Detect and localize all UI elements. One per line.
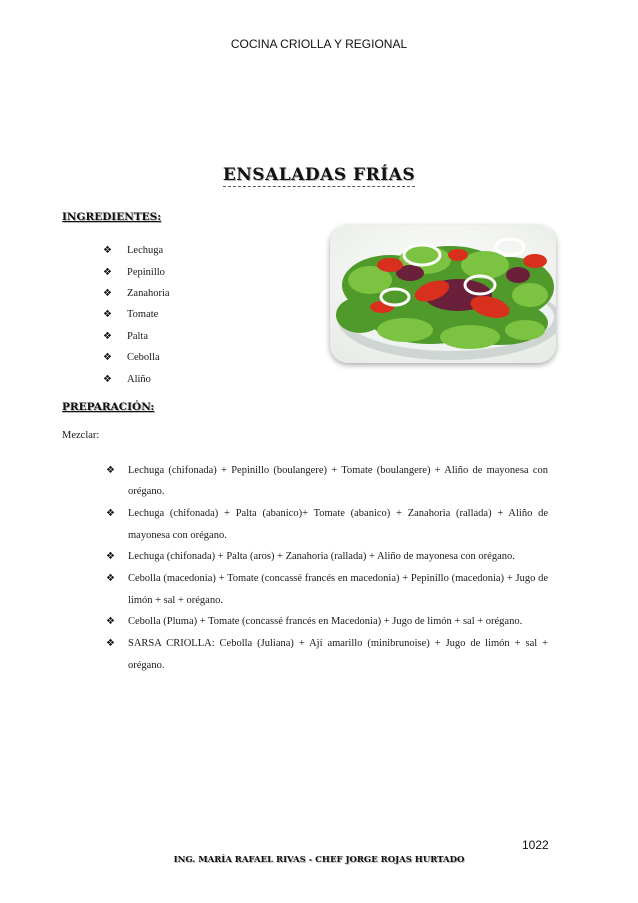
ingredient-label: Zanahoria bbox=[127, 287, 170, 299]
diamond-bullet-icon: ❖ bbox=[103, 330, 112, 342]
diamond-bullet-icon: ❖ bbox=[103, 287, 112, 299]
preparation-step bbox=[106, 503, 548, 546]
ingredient-item bbox=[103, 368, 170, 389]
preparation-step bbox=[106, 460, 548, 503]
ingredient-item bbox=[103, 240, 170, 261]
ingredient-label: Aliño bbox=[127, 373, 151, 385]
footer-authors: ING. MARÍA RAFAEL RIVAS - CHEF JORGE ROJAS HURTADO bbox=[173, 855, 465, 865]
preparation-steps bbox=[106, 460, 548, 676]
diamond-bullet-icon: ❖ bbox=[103, 352, 112, 364]
preparation-step bbox=[106, 546, 548, 567]
diamond-bullet-icon: ❖ bbox=[103, 309, 112, 321]
diamond-bullet-icon: ❖ bbox=[106, 638, 115, 650]
step-text: Lechuga (chifonada) + Palta (abanico)+ Tomate (abanico) + Zanahoria (rallada) + Aliño de mayonesa con orégano. bbox=[128, 508, 548, 541]
ingredient-label: Lechuga bbox=[127, 245, 164, 257]
ingredient-item bbox=[103, 283, 170, 304]
step-text: Cebolla (macedonia) + Tomate (concassé francés en macedonia) + Pepinillo (macedonia) + Jugo de limón + sal + orégano. bbox=[128, 573, 548, 606]
ingredient-item bbox=[103, 304, 170, 325]
salad-illustration bbox=[330, 225, 556, 363]
diamond-bullet-icon: ❖ bbox=[106, 551, 115, 563]
diamond-bullet-icon: ❖ bbox=[106, 573, 115, 585]
diamond-bullet-icon: ❖ bbox=[103, 373, 112, 385]
ingredient-label: Cebolla bbox=[127, 352, 160, 364]
ingredient-item bbox=[103, 326, 170, 347]
step-text: SARSA CRIOLLA: Cebolla (Juliana) + Ají amarillo (minibrunoise) + Jugo de limón + sal + orégano. bbox=[128, 638, 548, 671]
ingredient-item bbox=[103, 261, 170, 282]
diamond-bullet-icon: ❖ bbox=[103, 266, 112, 278]
preparation-step bbox=[106, 568, 548, 611]
ingredient-item bbox=[103, 347, 170, 368]
ingredients-list bbox=[103, 240, 170, 390]
preparation-step bbox=[106, 611, 548, 632]
page-title-wrap bbox=[0, 165, 638, 185]
page-title: ENSALADAS FRÍAS bbox=[222, 165, 416, 185]
step-text: Lechuga (chifonada) + Palta (aros) + Zanahoria (rallada) + Aliño de mayonesa con orégano. bbox=[128, 551, 515, 563]
page-number: 1022 bbox=[522, 838, 549, 852]
ingredient-label: Tomate bbox=[127, 309, 159, 321]
diamond-bullet-icon: ❖ bbox=[106, 616, 115, 628]
preparation-heading: PREPARACIÓN: bbox=[62, 401, 155, 413]
diamond-bullet-icon: ❖ bbox=[103, 245, 112, 257]
salad-bowl-photo bbox=[330, 225, 556, 363]
preparation-step bbox=[106, 633, 548, 676]
preparation-intro: Mezclar: bbox=[62, 430, 100, 441]
diamond-bullet-icon: ❖ bbox=[106, 465, 115, 476]
diamond-bullet-icon: ❖ bbox=[106, 508, 115, 520]
step-text: Cebolla (Pluma) + Tomate (concassé francés en Macedonia) + Jugo de limón + sal + orégano. bbox=[128, 616, 523, 628]
ingredient-label: Pepinillo bbox=[127, 266, 165, 278]
ingredient-label: Palta bbox=[127, 330, 148, 342]
ingredients-heading: INGREDIENTES: bbox=[62, 211, 162, 223]
step-text: Lechuga (chifonada) + Pepinillo (boulangere) + Tomate (boulangere) + Aliño de mayonesa con orégano. bbox=[128, 465, 548, 498]
running-header: COCINA CRIOLLA Y REGIONAL bbox=[230, 37, 408, 51]
